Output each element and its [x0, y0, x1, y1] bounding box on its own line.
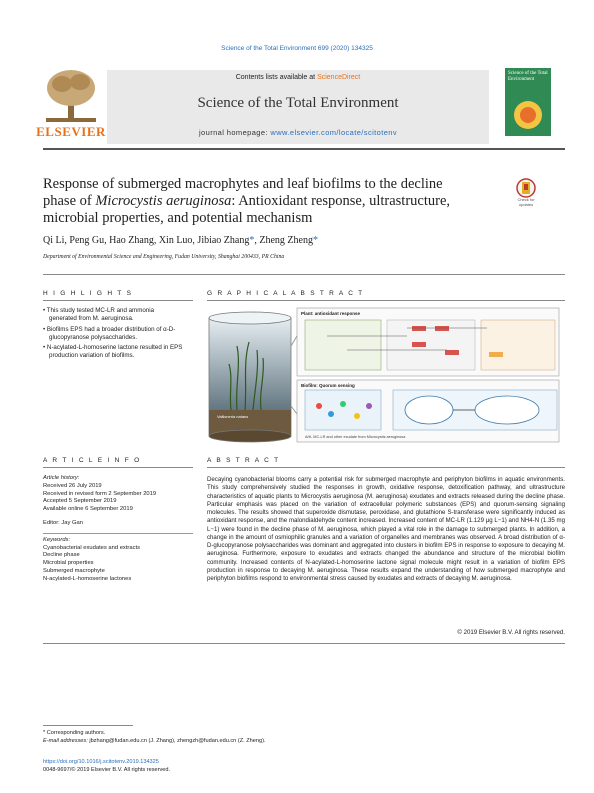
highlights-heading: H I G H L I G H T S	[43, 290, 133, 297]
sciencedirect-link[interactable]: ScienceDirect	[317, 74, 361, 81]
footnotes	[43, 729, 266, 745]
keyword[interactable]: Microbial properties	[43, 560, 94, 567]
article-title	[43, 176, 473, 227]
title-part2: : Antioxidant response, ultrastructure, microbial properties, and potential mechanism	[43, 193, 451, 226]
email-link[interactable]: jbzhang@fudan.edu.cn	[89, 738, 147, 744]
header-rule	[43, 148, 565, 150]
panel-top-label: Plant: antioxidant response	[301, 311, 361, 316]
history-label: Article history:	[43, 475, 80, 481]
abstract-end-rule	[43, 643, 565, 644]
keywords-rule	[43, 533, 193, 534]
email-link[interactable]: zhengzh@fudan.edu.cn	[177, 738, 237, 744]
keyword[interactable]: Submerged macrophyte	[43, 567, 105, 574]
issn-line: 0048-9697/© 2019 Elsevier B.V. All rights reserved.	[43, 767, 171, 773]
panel-bottom-label: Biofilm: Quorum sensing	[301, 383, 355, 388]
author-last: , Zheng Zheng	[254, 235, 313, 246]
affiliation: Department of Environmental Science and Engineering, Fudan University, Shanghai 200433, PR China	[43, 254, 285, 260]
contents-line	[107, 74, 489, 81]
cover-title: Science of the Total Environment	[508, 71, 548, 82]
revised-date: Received in revised form 2 September 2019	[43, 490, 157, 497]
highlights-rule	[43, 300, 193, 301]
graphical-abstract-rule	[207, 300, 565, 301]
check-for-updates-button[interactable]	[510, 178, 542, 216]
graphical-abstract-figure[interactable]	[207, 306, 565, 444]
keyword[interactable]: Decline phase	[43, 552, 80, 559]
highlight-item: • This study tested MC-LR and ammonia generated from M. aeruginosa.	[43, 307, 155, 323]
highlights-list	[43, 307, 183, 363]
editor: Editor: Jay Gan	[43, 519, 83, 526]
abstract-copyright: © 2019 Elsevier B.V. All rights reserved.	[457, 629, 565, 636]
highlight-item: • Biofilms EPS had a broader distribution of α-D-glucopyranose polysaccharides.	[43, 325, 176, 341]
contents-prefix: Contents lists available at	[235, 74, 318, 81]
abstract-text: Decaying cyanobacterial blooms carry a potential risk for submerged macrophyte and periphyton biofilms in aquatic environments. This study comprehensively studied the responses in growth, oxidative response, detoxification pathway, and ultrastructure characteristics of aquatic plants to Microcystis aeruginosa (M. aeruginosa) exudates and extracts released during the decline phase. Particular emphasis was placed on the variation of extracellular polymeric substances (EPS) and quorum-sensing signaling molecules. The results showed that superoxide dismutase, peroxidase, and glutathione S-transferase were significantly induced as antioxidant response, and the malondialdehyde content increased. Increased content of MC-LR (1.129 μg L−1) and NH4-N (1.35 mg L−1) were found in the decline phase of M. aeruginosa, which played a vital role in the damage to submerged plants. In addition, a change in the amount of osmiophilic granules and a variation of organelles and membranes was observed. A broad distribution of α-D-glucopyranose polysaccharides was dominant and aggregated into clusters in biofilm EPS in response to exposure to decaying M. aeruginosa. Furthermore, exposure to exudates and extracts changed the abundance and structure of the microbial biofilm community. Increased contents of N-acylated-L-homoserine lactone signal molecule might result in a variation of biofilm EPS production in response to decaying M. aeruginosa. These results expand the understanding of how submerged macrophyte and periphyton biofilms respond to environmental stress caused by exudates and extracts of decaying M. aeruginosa.	[207, 476, 565, 582]
affiliation-rule	[43, 274, 565, 275]
author-list	[43, 235, 318, 246]
title-species: Microcystis aeruginosa	[95, 193, 232, 209]
online-date: Available online 6 September 2019	[43, 506, 133, 513]
check-updates-icon	[510, 178, 542, 198]
accepted-date: Accepted 5 September 2019	[43, 498, 117, 505]
email-label: E-mail addresses:	[43, 738, 90, 744]
ga-legend: AHL MC-LR and other exudate from Microcystis aeruginosa	[305, 435, 406, 439]
article-info-heading: A R T I C L E I N F O	[43, 457, 142, 464]
keywords-label: Keywords:	[43, 536, 71, 543]
doi-link[interactable]: https://doi.org/10.1016/j.scitotenv.2019.134325	[43, 759, 159, 765]
received-date: Received 26 July 2019	[43, 482, 102, 489]
keyword[interactable]: N-acylated-L-homoserine lactones	[43, 575, 132, 582]
footnote-rule	[43, 725, 133, 726]
article-info-block	[43, 475, 193, 584]
homepage-link[interactable]: www.elsevier.com/locate/scitotenv	[270, 128, 397, 137]
article-info-rule	[43, 467, 193, 468]
graphical-abstract-heading: G R A P H I C A L A B S T R A C T	[207, 290, 364, 297]
title-part1: Response of submerged macrophytes and leaf biofilms to the decline phase of	[43, 176, 443, 209]
publisher-wordmark: ELSEVIER	[36, 124, 106, 139]
homepage-prefix: journal homepage:	[198, 128, 271, 137]
abstract-rule	[207, 467, 565, 468]
doi-block	[43, 758, 170, 774]
authors-main: Qi Li, Peng Gu, Hao Zhang, Xin Luo, Jibiao Zhang	[43, 235, 250, 246]
corresponding-star-1[interactable]: *	[249, 235, 255, 246]
email2-name: (Z. Zheng).	[236, 738, 266, 744]
journal-homepage	[107, 128, 489, 137]
email1-name: (J. Zhang),	[146, 738, 178, 744]
journal-cover-thumbnail[interactable]	[505, 68, 551, 136]
corresponding-star-2[interactable]: *	[312, 235, 318, 246]
highlight-item: • N-acylated-L-homoserine lactone resulted in EPS production variation of biofilms.	[43, 344, 183, 360]
keyword[interactable]: Cyanobacterial exudates and extracts	[43, 544, 140, 551]
corresponding-note: * Corresponding authors.	[43, 730, 106, 736]
sediment-label: Vallisneria natans	[217, 414, 249, 419]
journal-citation[interactable]: Science of the Total Environment 699 (2020) 134325	[221, 45, 373, 52]
journal-name: Science of the Total Environment	[197, 95, 399, 111]
abstract-heading: A B S T R A C T	[207, 457, 280, 464]
check-updates-label: Check for updates	[517, 197, 535, 207]
